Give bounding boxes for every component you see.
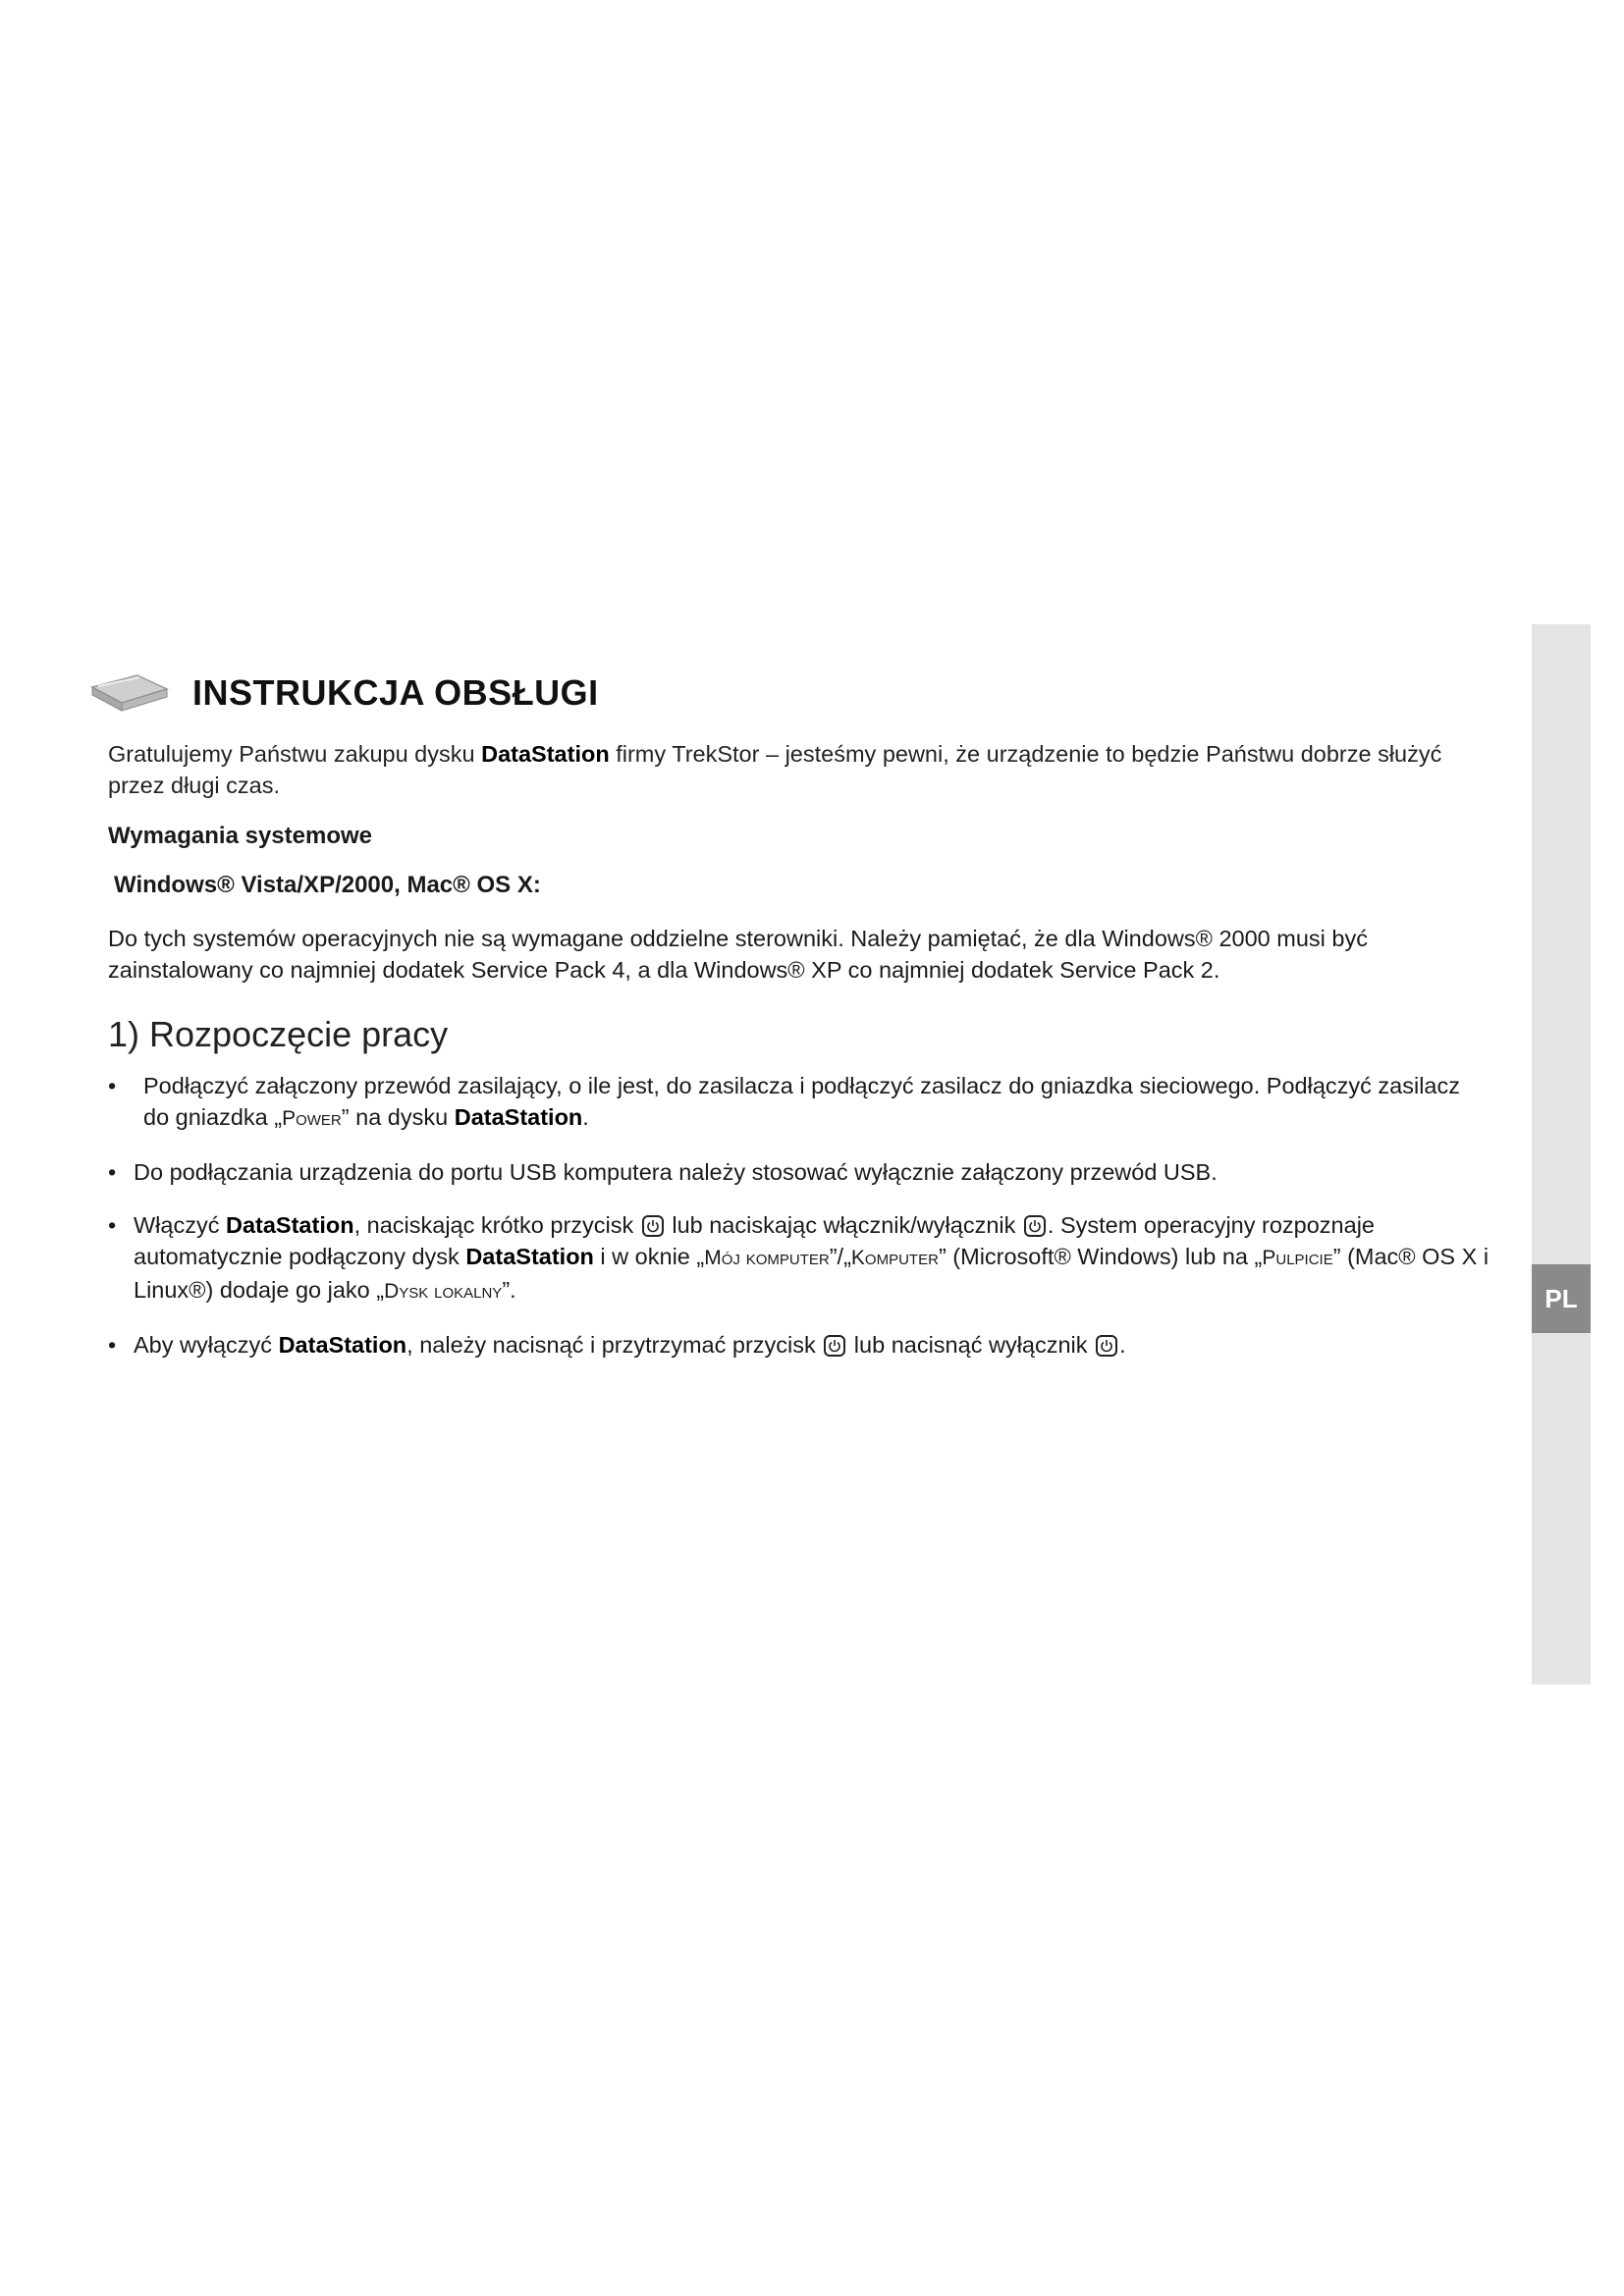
bullet1-text-3: ” na dysku <box>341 1104 455 1130</box>
brand-name: DataStation <box>465 1244 594 1269</box>
brand-name: DataStation <box>226 1212 354 1238</box>
bullet3-text-6: ”/„ <box>829 1244 851 1269</box>
bullet3-text-4: . System operacyjny rozpoznaje automatycznie podłączony dysk <box>134 1212 1375 1269</box>
computer-label: Komputer <box>850 1247 939 1269</box>
bullet3-text-7: ” (Microsoft® Windows) lub na „ <box>938 1244 1263 1269</box>
bullet4-text-4: . <box>1119 1332 1126 1358</box>
power-switch-icon <box>1024 1215 1046 1237</box>
brand-name: DataStation <box>454 1104 583 1130</box>
page-title: INSTRUKCJA OBSŁUGI <box>192 672 599 713</box>
brand-name: DataStation <box>481 741 610 767</box>
intro-paragraph <box>108 738 1502 801</box>
intro-text-1: Gratulujemy Państwu zakupu dysku <box>108 741 482 767</box>
bullet4-text-1: Aby wyłączyć <box>134 1332 279 1358</box>
list-item <box>108 1329 1502 1361</box>
power-button-icon <box>824 1335 845 1357</box>
brand-name: DataStation <box>278 1332 407 1358</box>
intro-text-2: firmy TrekStor – jesteśmy pewni, że urządzenie to będzie Państwu dobrze służyć przez długi czas. <box>108 741 1442 798</box>
local-disk-label: Dysk lokalny <box>384 1280 503 1303</box>
bullet3-text-8: ” (Mac® OS X i Linux®) dodaje go jako „ <box>134 1244 1489 1303</box>
bullet2-text: Do podłączania urządzenia do portu USB komputera należy stosować wyłącznie załączony przewód USB. <box>134 1159 1218 1185</box>
bullet3-text-5: i w oknie „ <box>593 1244 705 1269</box>
bullet3-text-9: ”. <box>502 1277 516 1303</box>
section-title: 1) Rozpoczęcie pracy <box>108 1014 449 1054</box>
desktop-label: Pulpicie <box>1262 1247 1333 1269</box>
requirements-heading: Wymagania systemowe <box>108 823 373 849</box>
bullet1-text-1: Podłączyć załączony przewód zasilający, o ile jest, do zasilacza i podłączyć zasilacz do gniazdka sieciowego. Podłączyć zasilacz <box>143 1073 1461 1098</box>
list-item <box>108 1156 1502 1188</box>
bullet1-power-socket: Power <box>282 1107 342 1130</box>
os-heading: Windows® Vista/XP/2000, Mac® OS X: <box>114 872 541 898</box>
language-badge: PL <box>1532 1264 1591 1333</box>
bullet3-text-2: , naciskając krótko przycisk <box>353 1212 640 1238</box>
bullet1-text-2: do gniazdka „ <box>143 1104 283 1130</box>
bullet3-text-1: Włączyć <box>134 1212 226 1238</box>
power-button-icon <box>642 1215 664 1237</box>
power-switch-icon <box>1096 1335 1117 1357</box>
bullet4-text-3: lub nacisnąć wyłącznik <box>847 1332 1095 1358</box>
my-computer-label: Mój komputer <box>704 1247 830 1269</box>
list-item <box>108 1209 1502 1308</box>
header <box>90 671 599 715</box>
bullet3-text-3: lub naciskając włącznik/wyłącznik <box>665 1212 1022 1238</box>
bullet4-text-2: , należy nacisnąć i przytrzymać przycisk <box>406 1332 823 1358</box>
instructions-list <box>108 1070 1502 1361</box>
os-requirements-text: Do tych systemów operacyjnych nie są wymagane oddzielne sterowniki. Należy pamiętać, że dla Windows® 2000 musi być zainstalowany co najmniej dodatek Service Pack 4, a dla Windows® XP co najmniej dodatek Service Pack 2. <box>108 926 1368 983</box>
manual-book-icon <box>90 671 169 715</box>
bullet1-text-4: . <box>582 1104 589 1130</box>
main-content <box>108 738 1502 1382</box>
language-side-tab <box>1532 624 1591 1684</box>
list-item <box>108 1070 1502 1135</box>
